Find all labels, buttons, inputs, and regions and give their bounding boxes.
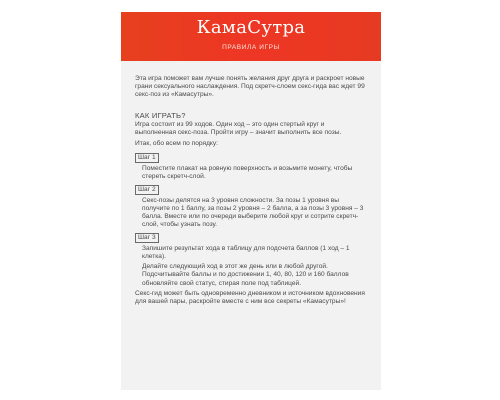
step-1-label: Шаг 1: [135, 153, 159, 162]
rules-card: [121, 12, 381, 390]
closing-paragraph: Секс-гид может быть одновременно дневником и источником вдохновения для вашей пары, раскройте вместе с ним все секреты «Камасутры»!: [135, 289, 365, 306]
step-3-text-b: Делайте следующий ход в этот же день или в любой другой. Подсчитывайте баллы и по достижении 1, 40, 80, 120 и 160 баллов обновляйте свой статус, стирая поле под таблицей.: [142, 263, 349, 287]
header-banner: [121, 12, 381, 61]
page-subtitle: ПРАВИЛА ИГРЫ: [222, 44, 280, 51]
order-text: Итак, обо всем по порядку:: [135, 140, 219, 148]
step-3: [135, 231, 367, 287]
step-3-text-a: Запишите результат хода в таблицу для подсчета баллов (1 ход – 1 клетка).: [142, 244, 350, 261]
how-to-play-text: Игра состоит из 99 ходов. Один ход – это один стертый круг и выполненная секс-поза. Пройти игру – значит выполнить все позы.: [135, 120, 342, 137]
step-2: [135, 183, 367, 229]
how-to-play-heading: КАК ИГРАТЬ?: [135, 110, 186, 120]
rules-content: [121, 61, 381, 306]
step-3-label: Шаг 3: [135, 233, 159, 242]
step-2-label: Шаг 2: [135, 185, 159, 194]
step-2-text: Секс-позы делятся на 3 уровня сложности. За позы 1 уровня вы получите по 1 баллу, за позы 2 уровня – 2 балла, а за позы 3 уровня – 3 балла. Вместе или по очереди выберите любой круг и сотрите скретч-слой, чтобы узнать позу.: [142, 196, 364, 229]
brand-logo: КамаСутра: [196, 17, 306, 38]
step-1-text: Поместите плакат на ровную поверхность и возьмите монету, чтобы стереть скретч-слой.: [142, 164, 353, 181]
step-1: [135, 151, 367, 181]
intro-paragraph: Эта игра поможет вам лучше понять желания друг друга и раскроет новые грани сексуального наслаждения. Под скретч-слоем секс-гида вас ждет 99 секс-поз из «Камасутры».: [135, 75, 365, 99]
